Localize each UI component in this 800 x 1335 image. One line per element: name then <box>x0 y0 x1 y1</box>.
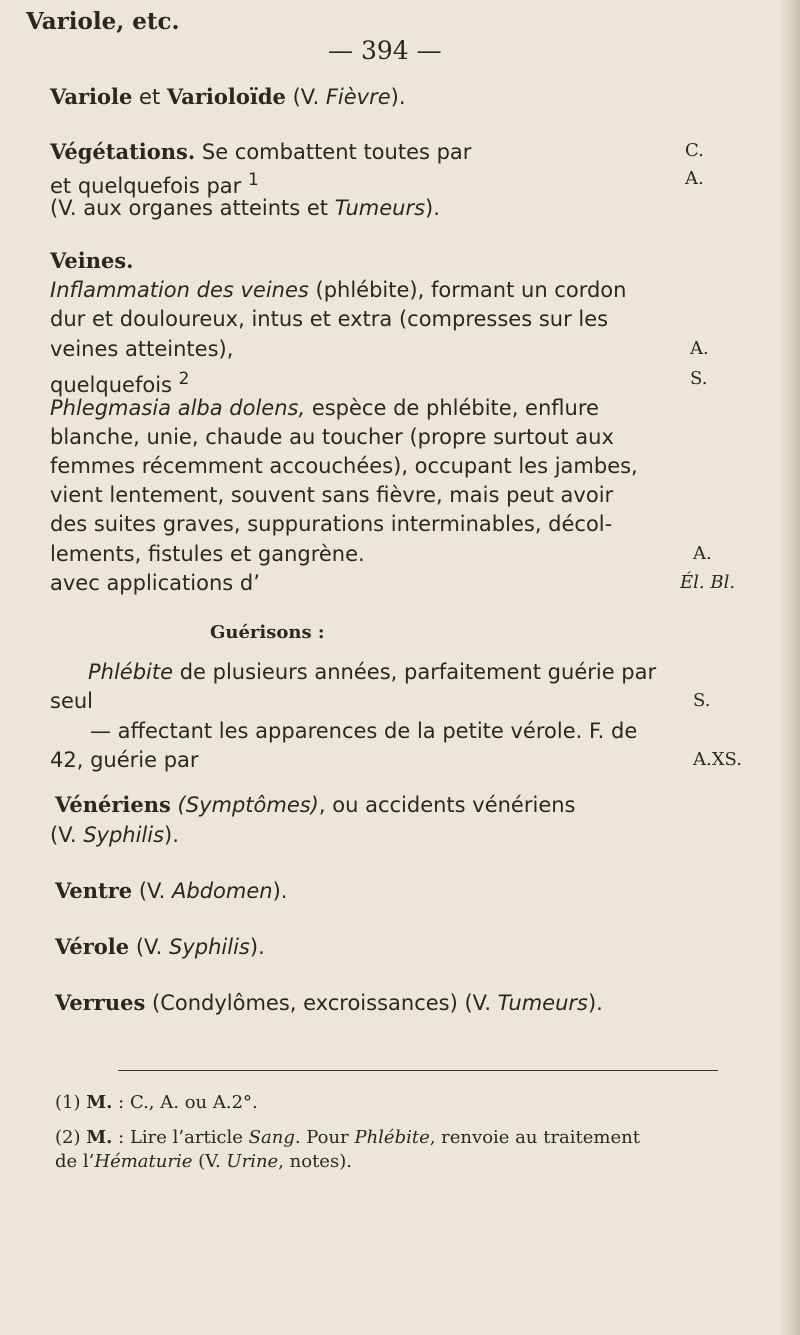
text-line: — affectant les apparences de la petite vérole. F. de <box>90 719 638 743</box>
text-line: seul <box>50 689 94 713</box>
footnote-2-cont: de l’Hématurie (V. Urine, notes). <box>55 1151 352 1172</box>
text-line: Phlébite de plusieurs années, parfaitement guérie par <box>88 660 657 684</box>
entry-term: Vénériens <box>55 792 171 817</box>
running-header: Variole, etc. <box>26 8 180 35</box>
entry-term: Variole <box>50 84 133 109</box>
entry-ventre: Ventre (V. Abdomen). <box>55 878 288 903</box>
text-line: dur et douloureux, intus et extra (compresses sur les <box>50 307 609 331</box>
text-line: des suites graves, suppurations interminables, décol- <box>50 512 613 536</box>
entry-veines-term: Veines. <box>50 248 134 273</box>
text-line: avec applications d’ <box>50 571 260 595</box>
entry-term: Verrues <box>55 990 146 1015</box>
entry-variole: Variole et Varioloïde (V. Fièvre). <box>50 84 406 109</box>
remedy-code: A. <box>685 168 704 189</box>
page-edge <box>782 0 800 1335</box>
text-line: (V. Syphilis). <box>50 823 179 847</box>
entry-term: Ventre <box>55 878 133 903</box>
remedy-code: C. <box>685 140 704 161</box>
entry-term: Vérole <box>55 934 130 959</box>
remedy-code: S. <box>690 368 708 389</box>
text-line: vient lentement, souvent sans fièvre, mais peut avoir <box>50 483 614 507</box>
entry-term: Végétations. <box>50 139 196 164</box>
text-line: quelquefois $^2$ <box>50 369 190 397</box>
footnote-rule <box>118 1070 718 1071</box>
text-line: (V. aux organes atteints et Tumeurs). <box>50 196 440 220</box>
footnote-2: (2) M. : Lire l’article Sang. Pour Phlébite, renvoie au traitement <box>55 1127 640 1148</box>
remedy-code: S. <box>693 690 711 711</box>
entry-term: Varioloïde <box>166 84 286 109</box>
text-line: lements, fistules et gangrène. <box>50 542 365 566</box>
entry-veneriens: Vénériens (Symptômes), ou accidents vénériens <box>55 792 576 817</box>
text-line: et quelquefois par $^1$ <box>50 170 259 198</box>
text-line: Phlegmasia alba dolens, espèce de phlébite, enflure <box>50 396 599 420</box>
page-number: — 394 — <box>328 36 442 65</box>
footnote-1: (1) M. : C., A. ou A.2°. <box>55 1092 258 1113</box>
remedy-code: Él. Bl. <box>680 572 736 593</box>
section-heading: Guérisons : <box>210 622 325 643</box>
remedy-code: A. <box>693 543 712 564</box>
text-line: 42, guérie par <box>50 748 199 772</box>
text-line: Inflammation des veines (phlébite), formant un cordon <box>50 278 627 302</box>
text-line: femmes récemment accouchées), occupant les jambes, <box>50 454 638 478</box>
remedy-code: A. <box>690 338 709 359</box>
remedy-code: A.XS. <box>693 749 742 770</box>
text-line: blanche, unie, chaude au toucher (propre surtout aux <box>50 425 614 449</box>
entry-verrues: Verrues (Condylômes, excroissances) (V. Tumeurs). <box>55 990 603 1015</box>
entry-verole: Vérole (V. Syphilis). <box>55 934 265 959</box>
entry-vegetations: Végétations. Se combattent toutes par <box>50 139 472 164</box>
text-line: veines atteintes), <box>50 337 234 361</box>
